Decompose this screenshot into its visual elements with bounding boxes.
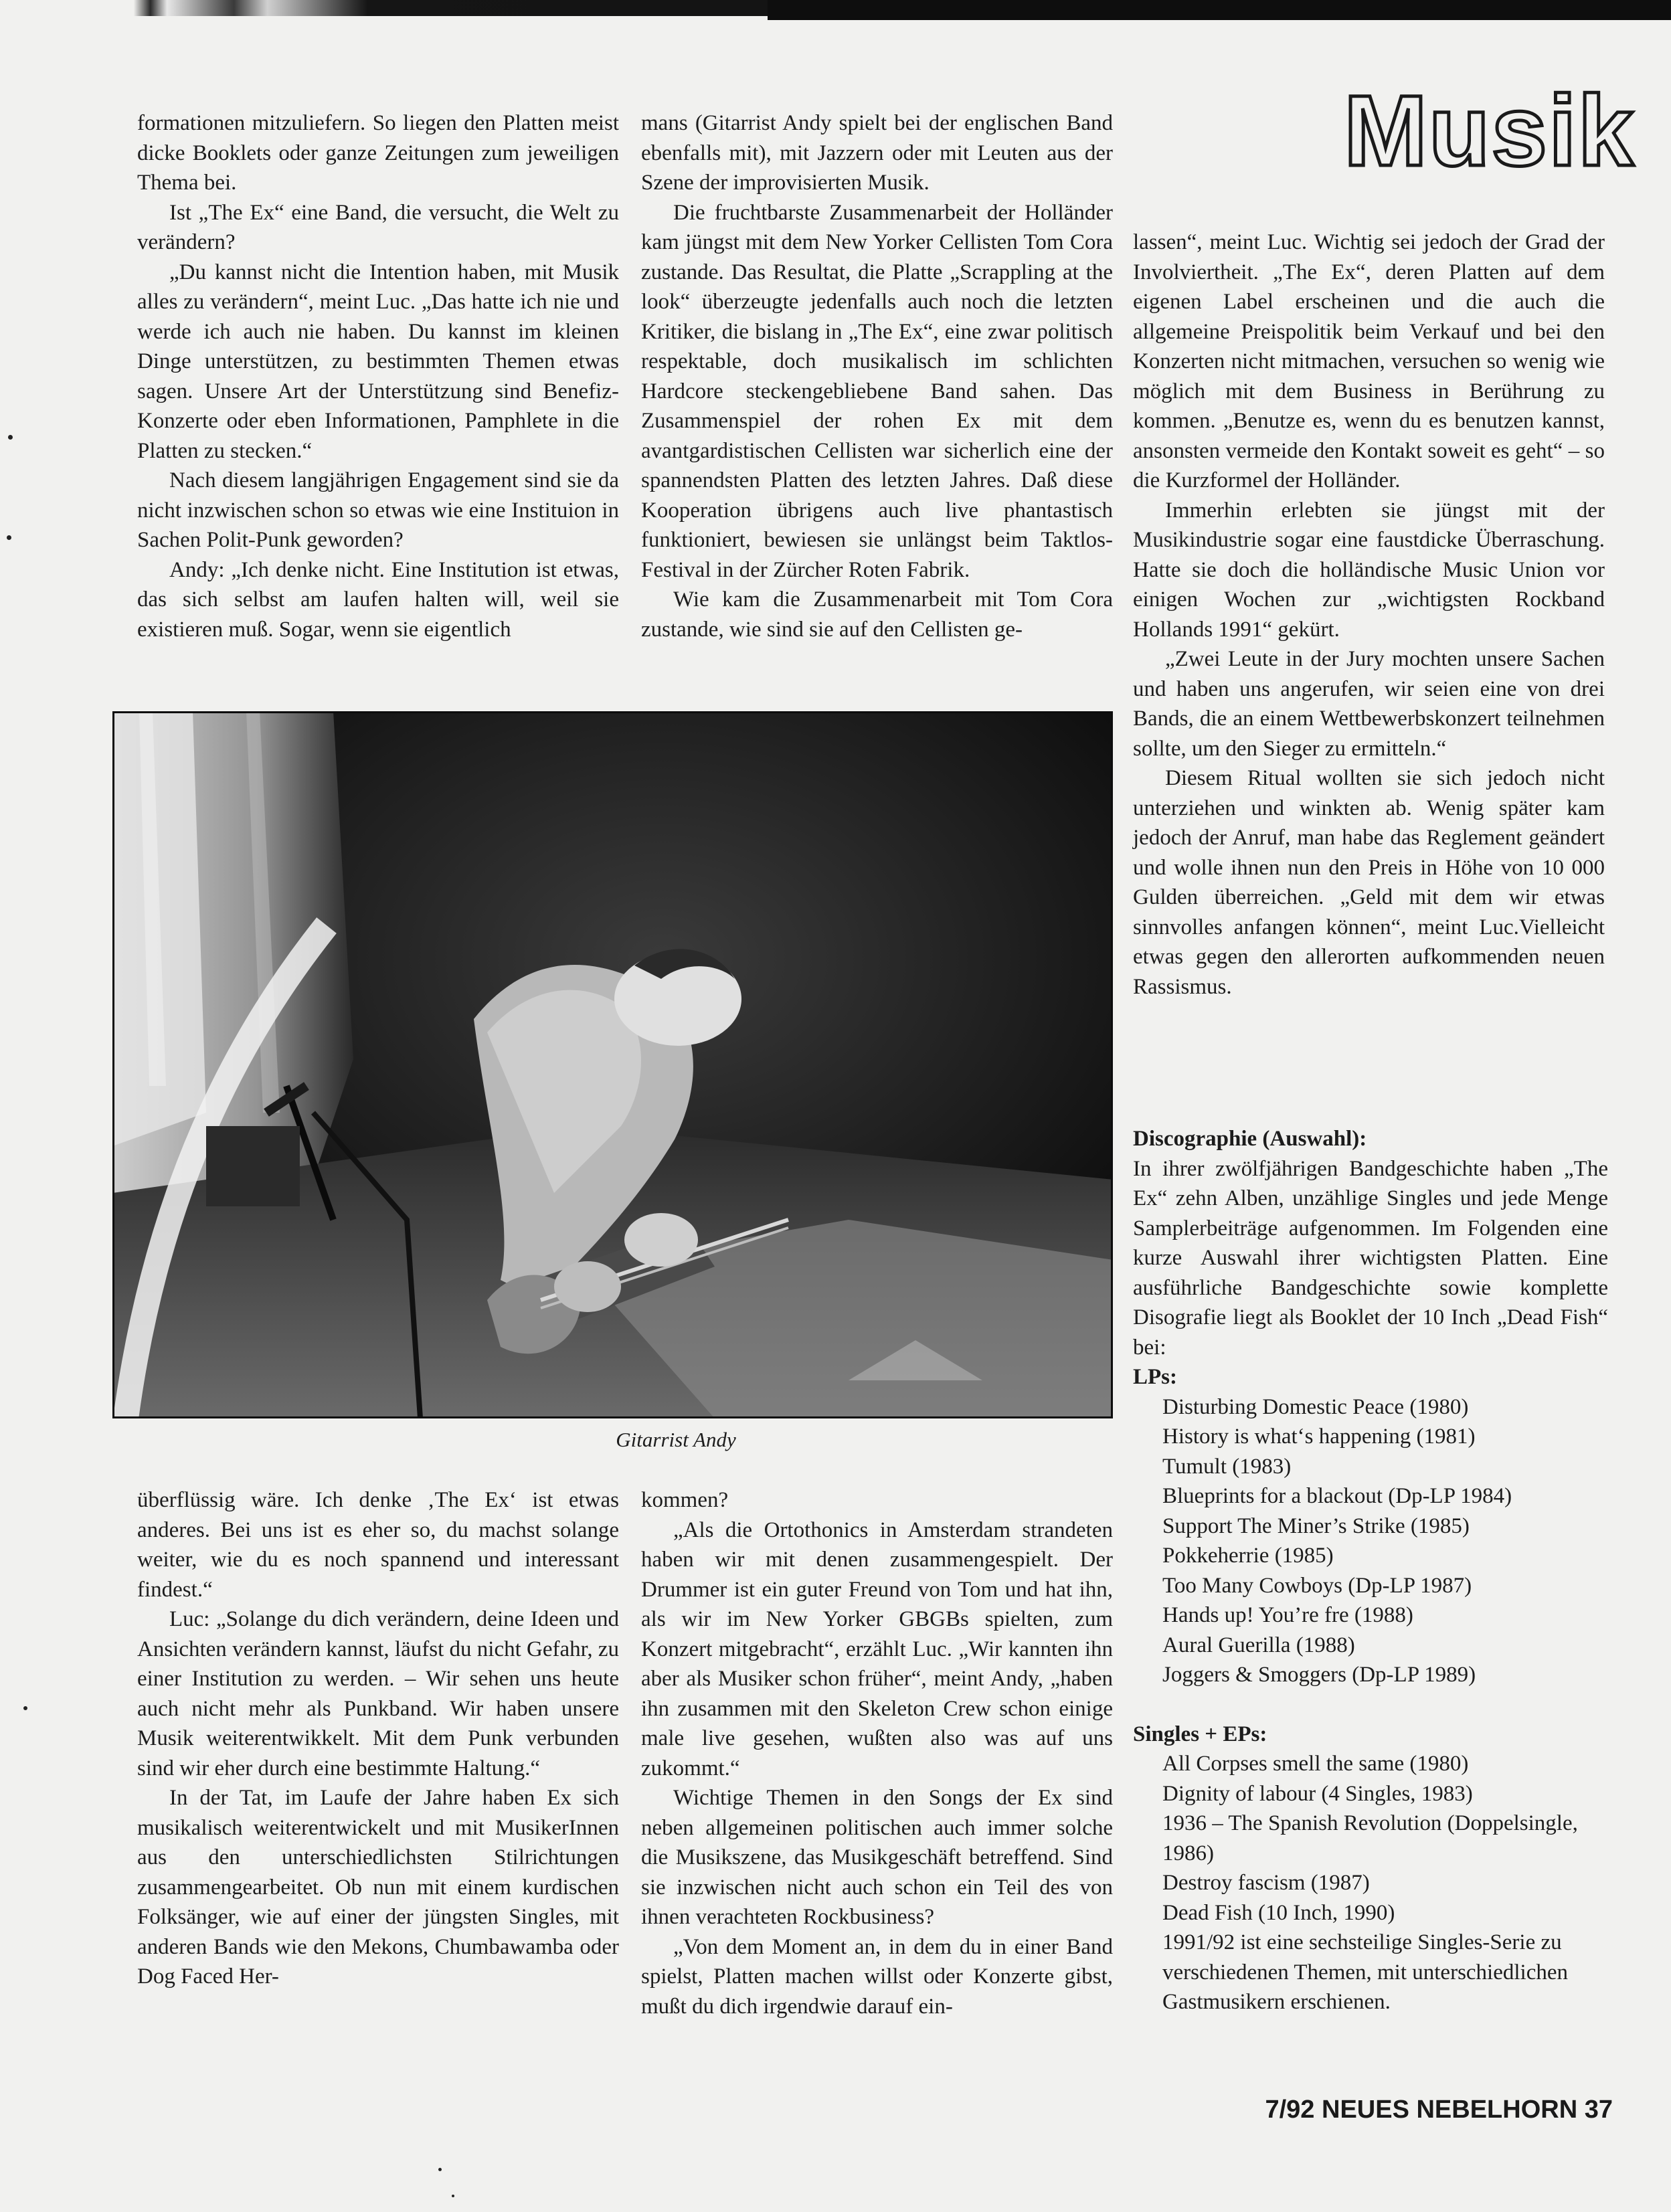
discography-entry: Support The Miner’s Strike (1985) <box>1162 1513 1470 1538</box>
paragraph: lassen“, meint Luc. Wichtig sei jedoch der Grad der Involviertheit. „The Ex“, deren Platten auf dem eigenen Label erscheinen und die auch die allgemeine Preispolitik beim Verkauf und bei den Konzerten nicht mitmachen, versuchen so wenig wie möglich mit dem Business in Berührung zu kommen. „Benutze es, wenn du es benutzen kannst, ansonsten vermeide den Kontakt soweit es geht“ – so die Kurzformel der Holländer. <box>1133 230 1605 492</box>
discography-entry: History is what‘s happening (1981) <box>1162 1424 1476 1449</box>
paragraph: In der Tat, im Laufe der Jahre haben Ex sich musikalisch weiterentwickelt und mit MusikerInnen aus den unterschiedlichsten Stilrichtungen zusammengearbeitet. Ob nun mit einem kurdischen Folksänger, wie auf einer der jüngsten Singles, mit anderen Bands wie den Mekons, Chumbawamba oder Dog Faced Her- <box>137 1786 619 1989</box>
singles-list <box>1133 1749 1608 2017</box>
discography-entry: All Corpses smell the same (1980) <box>1162 1752 1469 1776</box>
issue-label: 7/92 NEUES NEBELHORN <box>1265 2096 1578 2124</box>
column-3-top <box>1133 227 1605 1002</box>
paragraph: Nach diesem langjährigen Engagement sind sie da nicht inzwischen schon so etwas wie eine Instituion in Sachen Polit-Punk geworden? <box>137 468 619 552</box>
discography-entry: Too Many Cowboys (Dp-LP 1987) <box>1162 1573 1472 1598</box>
discography-entry: Aural Guerilla (1988) <box>1162 1633 1355 1657</box>
page-footer <box>1211 2093 1613 2126</box>
scan-speck <box>438 2168 442 2171</box>
paragraph: mans (Gitarrist Andy spielt bei der englischen Band ebenfalls mit), mit Jazzern oder mit Leuten aus der Szene der improvisierten Musik. <box>641 111 1113 195</box>
paragraph: Immerhin erlebten sie jüngst mit der Musikindustrie sogar eine faustdicke Überraschung. Hatte sie doch die holländische Music Union vor einigen Wochen zur „wichtigsten Rockband Hollands 1991“ gekürt. <box>1133 498 1605 642</box>
scan-speck <box>7 535 11 540</box>
discography-entry: Joggers & Smoggers (Dp-LP 1989) <box>1162 1663 1476 1687</box>
paragraph: Wie kam die Zusammenarbeit mit Tom Cora zustande, wie sind sie auf den Cellisten ge- <box>641 587 1113 642</box>
discography-intro: In ihrer zwölfjährigen Bandgeschichte haben „The Ex“ zehn Alben, unzählige Singles und jede Menge Samplerbeiträge aufgenommen. Im Folgenden eine kurze Auswahl ihrer wichtigsten Platten. Eine ausführliche Bandgeschichte sowie komplette Disografie liegt als Booklet der 10 Inch „Dead Fish“ bei: <box>1133 1156 1608 1360</box>
paragraph: überflüssig wäre. Ich denke ‚The Ex‘ ist etwas anderes. Bei uns ist es eher so, du machst solange weiter, wie du es noch spannend und interessant findest.“ <box>137 1488 619 1602</box>
singles-heading: Singles + EPs: <box>1133 1722 1267 1746</box>
photo-caption: Gitarrist Andy <box>616 1428 736 1451</box>
discography-entry: Tumult (1983) <box>1162 1454 1292 1479</box>
paragraph: „Zwei Leute in der Jury mochten unsere Sachen und haben uns angerufen, wir seien eine von drei Bands, die an einem Wettbewerbskonzert teilnehmen sollte, um den Sieger zu ermitteln.“ <box>1133 647 1605 761</box>
paragraph: „Von dem Moment an, in dem du in einer Band spielst, Platten machen willst oder Konzerte gibst, mußt du dich irgendwie darauf ein- <box>641 1934 1113 2019</box>
scan-speck <box>8 435 13 440</box>
paragraph: formationen mitzuliefern. So liegen den Platten meist dicke Booklets oder ganze Zeitungen zum jeweiligen Thema bei. <box>137 111 619 195</box>
paragraph: Diesem Ritual wollten sie sich jedoch nicht unterziehen und winkten ab. Wenig später kam jedoch der Anruf, man habe das Reglement geändert und wolle ihnen nun den Preis in Höhe von 10 000 Gulden überreichen. „Geld mit dem wir etwas sinnvolles anfangen können“, meint Luc.Vielleicht etwas gegen den allerorten aufkommenden neuen Rassismus. <box>1133 766 1605 999</box>
column-1-bottom <box>137 1485 619 1992</box>
paragraph: Andy: „Ich denke nicht. Eine Institution ist etwas, das sich selbst am laufen halten will, weil sie existieren muß. Sogar, wenn sie eigentlich <box>137 557 619 642</box>
page-number: 37 <box>1584 2096 1613 2124</box>
discography-entry: 1936 – The Spanish Revolution (Doppelsingle, 1986) <box>1162 1811 1578 1865</box>
paragraph: Ist „The Ex“ eine Band, die versucht, die Welt zu verändern? <box>137 200 619 254</box>
section-title: Musik <box>1344 74 1636 187</box>
lps-list <box>1133 1392 1608 1690</box>
paragraph: „Du kannst nicht die Intention haben, mit Musik alles zu verändern“, meint Luc. „Das hatte ich nie und werde ich auch nie haben. Du kannst im kleinen Dinge unterstützen, zu bestimmten Themen etwas sagen. Unsere Art der Unterstützung sind Benefiz-Konzerte oder eben Informationen, Pamphlete in die Platten zu stecken.“ <box>137 260 619 463</box>
discography-entry: Blueprints for a blackout (Dp-LP 1984) <box>1162 1484 1512 1508</box>
paragraph: Wichtige Themen in den Songs der Ex sind neben allgemeinen politischen auch immer solche die Musikszene, das Musikgeschäft betreffend. Sind sie inzwischen nicht auch schon ein Teil des von ihnen verachteten Rockbusiness? <box>641 1786 1113 1929</box>
discography-entry: Destroy fascism (1987) <box>1162 1871 1370 1895</box>
discography-entry: Hands up! You’re fre (1988) <box>1162 1603 1413 1627</box>
scan-speck <box>23 1706 27 1710</box>
paragraph: Luc: „Solange du dich verändern, deine Ideen und Ansichten verändern kannst, läufst du nicht Gefahr, zu einer Institution zu werden. – Wir sehen uns heute auch nicht mehr als Punkband. Wir haben unsere Musik weiterentwikkelt. Mit dem Punk verbunden sind wir eher durch eine bestimmte Haltung.“ <box>137 1607 619 1780</box>
scan-speck <box>452 2195 454 2197</box>
concert-photo <box>112 711 1113 1418</box>
discography-entry: Dignity of labour (4 Singles, 1983) <box>1162 1781 1473 1806</box>
lps-heading: LPs: <box>1133 1365 1177 1389</box>
column-2-top <box>641 108 1113 644</box>
discography-entry: Pokkeherrie (1985) <box>1162 1544 1334 1568</box>
discography-heading: Discographie (Auswahl): <box>1133 1127 1367 1151</box>
scan-edge-dark <box>768 0 1671 20</box>
paragraph: „Als die Ortothonics in Amsterdam strandeten haben wir mit denen zusammengespielt. Der Drummer ist ein guter Freund von Tom und hat ihn, als wir im New Yorker GBGBs spielten, zum Konzert mitgebracht“, erzählt Luc. „Wir kannten ihn aber als Musiker schon früher“, meint Andy, „haben ihn zusammen mit den Skeleton Crew schon einige male live gesehen, wußten also was auf uns zukommt.“ <box>641 1517 1113 1780</box>
column-2-bottom <box>641 1485 1113 2021</box>
discography-section <box>1133 1124 1608 2017</box>
discography-entry: 1991/92 ist eine sechsteilige Singles-Serie zu verschiedenen Themen, mit unterschiedlichen Gastmusikern erschienen. <box>1162 1930 1569 2014</box>
column-1-top <box>137 108 619 644</box>
discography-entry: Dead Fish (10 Inch, 1990) <box>1162 1900 1395 1925</box>
paragraph: Die fruchtbarste Zusammenarbeit der Holländer kam jüngst mit dem New Yorker Cellisten Tom Cora zustande. Das Resultat, die Platte „Scrappling at the look“ überzeugte jedenfalls auch noch die letzten Kritiker, die bislang in „The Ex“, eine zwar politisch respektable, doch musikalisch im schlichten Hardcore steckengebliebene Band sahen. Das Zusammenspiel der rohen Ex mit dem avantgardistischen Cellisten war sicherlich eine der spannendsten Platten des letzten Jahres. Daß diese Kooperation übrigens auch live phantastisch funktioniert, bewiesen sie unlängst beim Taktlos-Festival in der Zürcher Roten Fabrik. <box>641 200 1113 582</box>
paragraph: kommen? <box>641 1488 729 1512</box>
discography-entry: Disturbing Domestic Peace (1980) <box>1162 1394 1469 1419</box>
